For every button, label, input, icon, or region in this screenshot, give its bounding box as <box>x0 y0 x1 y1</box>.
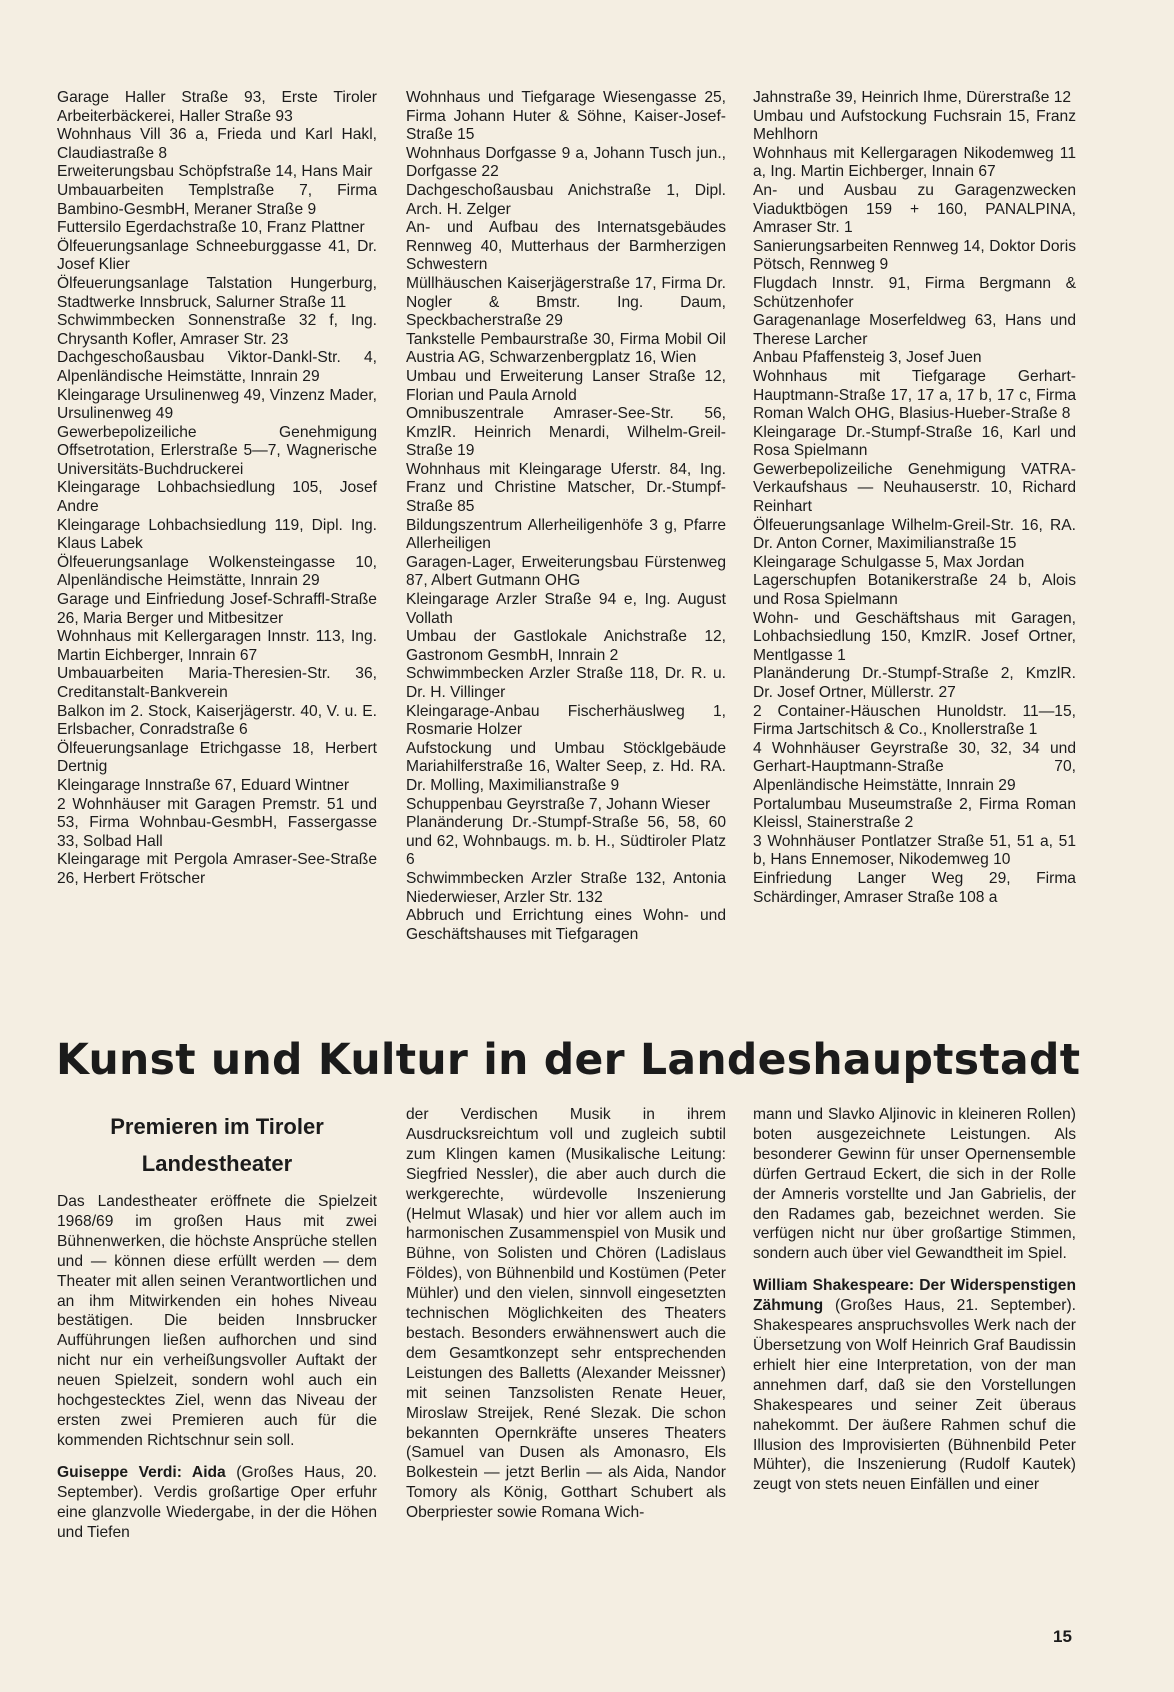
listing-entry: Futtersilo Egerdachstraße 10, Franz Plattner <box>57 219 365 237</box>
listing-entry: Wohnhaus und Tiefgarage Wiesengasse 25, Firma Johann Huter & Söhne, Kaiser-Josef-Straße 15 <box>406 89 726 144</box>
listing-entry: Garage und Einfriedung Josef-Schraffl-Straße 26, Maria Berger und Mitbesitzer <box>57 591 377 627</box>
listing-entry: Planänderung Dr.-Stumpf-Straße 56, 58, 60 und 62, Wohnbaugs. m. b. H., Südtiroler Platz 6 <box>406 814 726 869</box>
listing-entry: Planänderung Dr.-Stumpf-Straße 2, KmzlR. Dr. Josef Ortner, Müllerstr. 27 <box>753 665 1076 701</box>
listing-entry: Ölfeuerungsanlage Etrichgasse 18, Herbert Dertnig <box>57 739 377 776</box>
listing-entry: Erweiterungsbau Schöpfstraße 14, Hans Mair <box>57 163 373 181</box>
article-column-3 <box>753 1105 1076 1507</box>
review-body-shakespeare: (Großes Haus, 21. September). Shakespeares anspruchsvolles Werk nach der Übersetzung von Wolf Heinrich Graf Baudissin erhielt hier eine Interpretation, von der man annehmen darf, daß sie den Vorstellungen Shakespeares und seiner Zeit überaus nahekommt. Der äußere Rahmen schuf die Illusion des Improvisierten (Bühnenbild Peter Mühter), die Inszenierung (Rudolf Kautek) zeugt von stets neuen Einfällen und einer <box>753 1297 1076 1494</box>
listing-entry: Umbauarbeiten Templstraße 7, Firma Bambino-GesmbH, Meraner Straße 9 <box>57 181 377 218</box>
subheading-line-1: Premieren im Tiroler <box>110 1114 324 1139</box>
subheading-line-2: Landestheater <box>141 1151 293 1176</box>
listing-entry: Dachgeschoßausbau Viktor-Dankl-Str. 4, Alpenländische Heimstätte, Innrain 29 <box>57 349 377 385</box>
listing-entry: Schwimmbecken Arzler Straße 132, Antonia Niederwieser, Arzler Str. 132 <box>406 869 726 906</box>
listing-entry: Sanierungsarbeiten Rennweg 14, Doktor Doris Pötsch, Rennweg 9 <box>753 237 1076 274</box>
listing-entry: Kleingarage mit Pergola Amraser-See-Straße 26, Herbert Frötscher <box>57 851 377 887</box>
article-paragraph <box>57 1463 377 1543</box>
listing-entry: Aufstockung und Umbau Stöcklgebäude Mariahilferstraße 16, Walter Seep, z. Hd. RA. Dr. Molling, Maximilianstraße 9 <box>406 739 726 794</box>
article-column-2 <box>406 1105 726 1535</box>
listing-entry: 3 Wohnhäuser Pontlatzer Straße 51, 51 a, 51 b, Hans Ennemoser, Nikodemweg 10 <box>753 832 1076 869</box>
article-paragraph: mann und Slavko Aljinovic in kleineren Rollen) boten ausgezeichnete Leistungen. Als besonderer Gewinn für unser Opernensemble dürfen Gertraud Eckert, die sich in der Rolle der Amneris vorstellte und Jan Gabrielis, der den Radames gab, bezeichnet werden. Sie verfügen nicht nur über großartige Stimmen, sondern auch über viel Gewandtheit im Spiel. <box>753 1106 1076 1263</box>
page-number: 15 <box>1053 1627 1072 1646</box>
listing-entry: Kleingarage Innstraße 67, Eduard Wintner <box>57 776 350 794</box>
article-column-1 <box>57 1192 377 1554</box>
listing-entry: Dachgeschoßausbau Anichstraße 1, Dipl. Arch. H. Zelger <box>406 181 726 218</box>
review-body-aida: (Großes Haus, 20. September). Verdis großartige Oper erfuhr eine glanzvolle Wiedergabe, in der die Höhen und Tiefen <box>57 1463 378 1541</box>
listing-entry: An- und Aufbau des Internatsgebäudes Rennweg 40, Mutterhaus der Barmherzigen Schwestern <box>406 219 726 274</box>
listing-entry: Kleingarage Lohbachsiedlung 119, Dipl. Ing. Klaus Labek <box>57 516 377 553</box>
listing-entry: Wohn- und Geschäftshaus mit Garagen, Lohbachsiedlung 150, KmzlR. Josef Ortner, Mentlgasse 1 <box>753 609 1076 664</box>
listing-entry: Kleingarage Dr.-Stumpf-Straße 16, Karl und Rosa Spielmann <box>753 423 1076 460</box>
listing-entry: Wohnhaus mit Kellergaragen Innstr. 113, Ing. Martin Eichberger, Innrain 67 <box>57 628 377 664</box>
listing-entry: Gewerbepolizeiliche Genehmigung VATRA-Verkaufshaus — Neuhauserstr. 10, Richard Reinhart <box>753 460 1076 516</box>
listing-entry: Ölfeuerungsanlage Wolkensteingasse 10, Alpenländische Heimstätte, Innrain 29 <box>57 553 377 590</box>
listing-column-2 <box>406 89 726 944</box>
listing-entry: Umbauarbeiten Maria-Theresien-Str. 36, Creditanstalt-Bankverein <box>57 665 377 701</box>
listing-entry: Garagen-Lager, Erweiterungsbau Fürstenweg 87, Albert Gutmann OHG <box>406 553 726 590</box>
listing-entry: Lagerschupfen Botanikerstraße 24 b, Alois und Rosa Spielmann <box>753 572 1076 609</box>
listing-entry: Kleingarage Arzler Straße 94 e, Ing. August Vollath <box>406 591 726 627</box>
listing-entry: Kleingarage-Anbau Fischerhäuslweg 1, Rosmarie Holzer <box>406 702 726 739</box>
article-paragraph <box>753 1276 1076 1495</box>
listing-entry: 4 Wohnhäuser Geyrstraße 30, 32, 34 und Gerhart-Hauptmann-Straße 70, Alpenländische Heimstätte, Innrain 29 <box>753 739 1076 794</box>
article-paragraph: der Verdischen Musik in ihrem Ausdrucksreichtum voll und zugleich subtil zum Klingen kamen (Musikalische Leitung: Siegfried Nessler), die aber auch durch die werkgerechte, würdevolle Inszenierung (Helmut Wlasak) und hier vor allem auch im harmonischen Zusammenspiel von Musik und Bühne, von Solisten und Chören (Ladislaus Földes), von Bühnenbild und Kostümen (Peter Mühler) und den vielen, sinnvoll eingesetzten technischen Möglichkeiten des Theaters bestach. Besonders erwähnenswert auch die dem Gesamtkonzept sehr entsprechenden Leistungen des Balletts (Alexander Meissner) mit seinen Tanzsolisten Renate Heuer, Miroslaw Streijek, René Slezak. Die schon bekannten Opernkräfte unseres Theaters (Samuel van Dusen als Amonasro, Els Bolkestein — jetzt Berlin — als Aida, Nandor Tomory als König, Gotthart Schubert als Oberpriester sowie Romana Wich- <box>406 1106 726 1522</box>
listing-entry: Jahnstraße 39, Heinrich Ihme, Dürerstraße 12 <box>753 89 1072 106</box>
listing-entry: Wohnhaus mit Tiefgarage Gerhart-Hauptmann-Straße 17, 17 a, 17 b, 17 c, Firma Roman Walch OHG, Blasius-Hueber-Straße 8 <box>753 367 1076 423</box>
listing-entry: Ölfeuerungsanlage Talstation Hungerburg, Stadtwerke Innsbruck, Salurner Straße 11 <box>57 274 377 311</box>
listing-entry: Umbau und Erweiterung Lanser Straße 12, Florian und Paula Arnold <box>406 367 726 404</box>
listing-entry: Flugdach Innstr. 91, Firma Bergmann & Schützenhofer <box>753 274 1076 311</box>
listing-entry: Ölfeuerungsanlage Wilhelm-Greil-Str. 16, RA. Dr. Anton Corner, Maximilianstraße 15 <box>753 516 1076 553</box>
listing-entry: Anbau Pfaffensteig 3, Josef Juen <box>753 349 982 367</box>
listing-entry: Wohnhaus Dorfgasse 9 a, Johann Tusch jun., Dorfgasse 22 <box>406 144 726 181</box>
listing-entry: Schuppenbau Geyrstraße 7, Johann Wieser <box>406 795 711 813</box>
review-title-aida: Guiseppe Verdi: Aida <box>57 1463 226 1481</box>
listing-entry: 2 Container-Häuschen Hunoldstr. 11—15, Firma Jartschitsch & Co., Knollerstraße 1 <box>753 702 1076 739</box>
listing-entry: Umbau und Aufstockung Fuchsrain 15, Franz Mehlhorn <box>753 107 1076 144</box>
listing-entry: Gewerbepolizeiliche Genehmigung Offsetrotation, Erlerstraße 5—7, Wagnerische Universitäts-Buchdruckerei <box>57 423 377 478</box>
listing-column-3 <box>753 89 1076 907</box>
listing-entry: Balkon im 2. Stock, Kaiserjägerstr. 40, V. u. E. Erlsbacher, Conradstraße 6 <box>57 702 377 739</box>
listing-entry: Schwimmbecken Arzler Straße 118, Dr. R. u. Dr. H. Villinger <box>406 665 726 701</box>
listing-entry: Müllhäuschen Kaiserjägerstraße 17, Firma Dr. Nogler & Bmstr. Ing. Daum, Speckbacherstraße 29 <box>406 274 726 330</box>
article-subheading <box>57 1108 377 1182</box>
listing-entry: 2 Wohnhäuser mit Garagen Premstr. 51 und 53, Firma Wohnbau-GesmbH, Fassergasse 33, Solbad Hall <box>57 795 377 850</box>
listing-entry: Schwimmbecken Sonnenstraße 32 f, Ing. Chrysanth Kofler, Amraser Str. 23 <box>57 312 377 348</box>
listing-entry: Kleingarage Schulgasse 5, Max Jordan <box>753 553 1025 571</box>
review-title-shakespeare: William Shakespeare: Der Widerspenstigen Zähmung <box>753 1277 1076 1315</box>
listing-entry: Ölfeuerungsanlage Schneeburggasse 41, Dr. Josef Klier <box>57 237 377 274</box>
listing-entry: Wohnhaus mit Kleingarage Uferstr. 84, Ing. Franz und Christine Matscher, Dr.-Stumpf-Straße 85 <box>406 460 726 516</box>
listing-entry: Omnibuszentrale Amraser-See-Str. 56, KmzlR. Heinrich Menardi, Wilhelm-Greil-Straße 19 <box>406 405 726 460</box>
listing-column-1 <box>57 89 377 889</box>
listing-entry: Portalumbau Museumstraße 2, Firma Roman Kleissl, Stainerstraße 2 <box>753 795 1076 832</box>
listing-entry: Wohnhaus mit Kellergaragen Nikodemweg 11 a, Ing. Martin Eichberger, Innain 67 <box>753 144 1076 181</box>
listing-entry: Kleingarage Ursulinenweg 49, Vinzenz Mader, Ursulinenweg 49 <box>57 386 377 423</box>
listing-entry: Einfriedung Langer Weg 29, Firma Schärdinger, Amraser Straße 108 a <box>753 869 1076 906</box>
listing-entry: Abbruch und Errichtung eines Wohn- und Geschäftshauses mit Tiefgaragen <box>406 907 726 943</box>
listing-entry: Bildungszentrum Allerheiligenhöfe 3 g, Pfarre Allerheiligen <box>406 516 726 553</box>
listing-entry: Tankstelle Pembaurstraße 30, Firma Mobil Oil Austria AG, Schwarzenbergplatz 16, Wien <box>406 330 726 367</box>
listing-entry: Umbau der Gastlokale Anichstraße 12, Gastronom GesmbH, Innrain 2 <box>406 628 726 664</box>
listing-entry: Garage Haller Straße 93, Erste Tiroler Arbeiterbäckerei, Haller Straße 93 <box>57 89 377 125</box>
section-headline: Kunst und Kultur in der Landeshauptstadt <box>56 1036 1081 1085</box>
listing-entry: Wohnhaus Vill 36 a, Frieda und Karl Hakl, Claudiastraße 8 <box>57 126 377 162</box>
article-paragraph: Das Landestheater eröffnete die Spielzeit 1968/69 im großen Haus mit zwei Bühnenwerken, die höchste Ansprüche stellen und — können diese erfüllt werden — dem Theater mit allen seinen Verantwortlichen und an ihm Mitwirkenden ein hohes Niveau bestätigen. Die beiden Innsbrucker Aufführungen ließen aufhorchen und sind nicht nur ein verheißungsvoller Auftakt der neuen Spielzeit, sondern wohl auch ein hochgestecktes Ziel, wenn das Niveau der ersten zwei Premieren auch für die kommenden Richtschnur sein soll. <box>57 1193 377 1449</box>
listing-entry: An- und Ausbau zu Garagenzwecken Viaduktbögen 159 + 160, PANALPINA, Amraser Str. 1 <box>753 181 1076 237</box>
listing-entry: Kleingarage Lohbachsiedlung 105, Josef Andre <box>57 479 377 516</box>
listing-entry: Garagenanlage Moserfeldweg 63, Hans und Therese Larcher <box>753 312 1076 348</box>
